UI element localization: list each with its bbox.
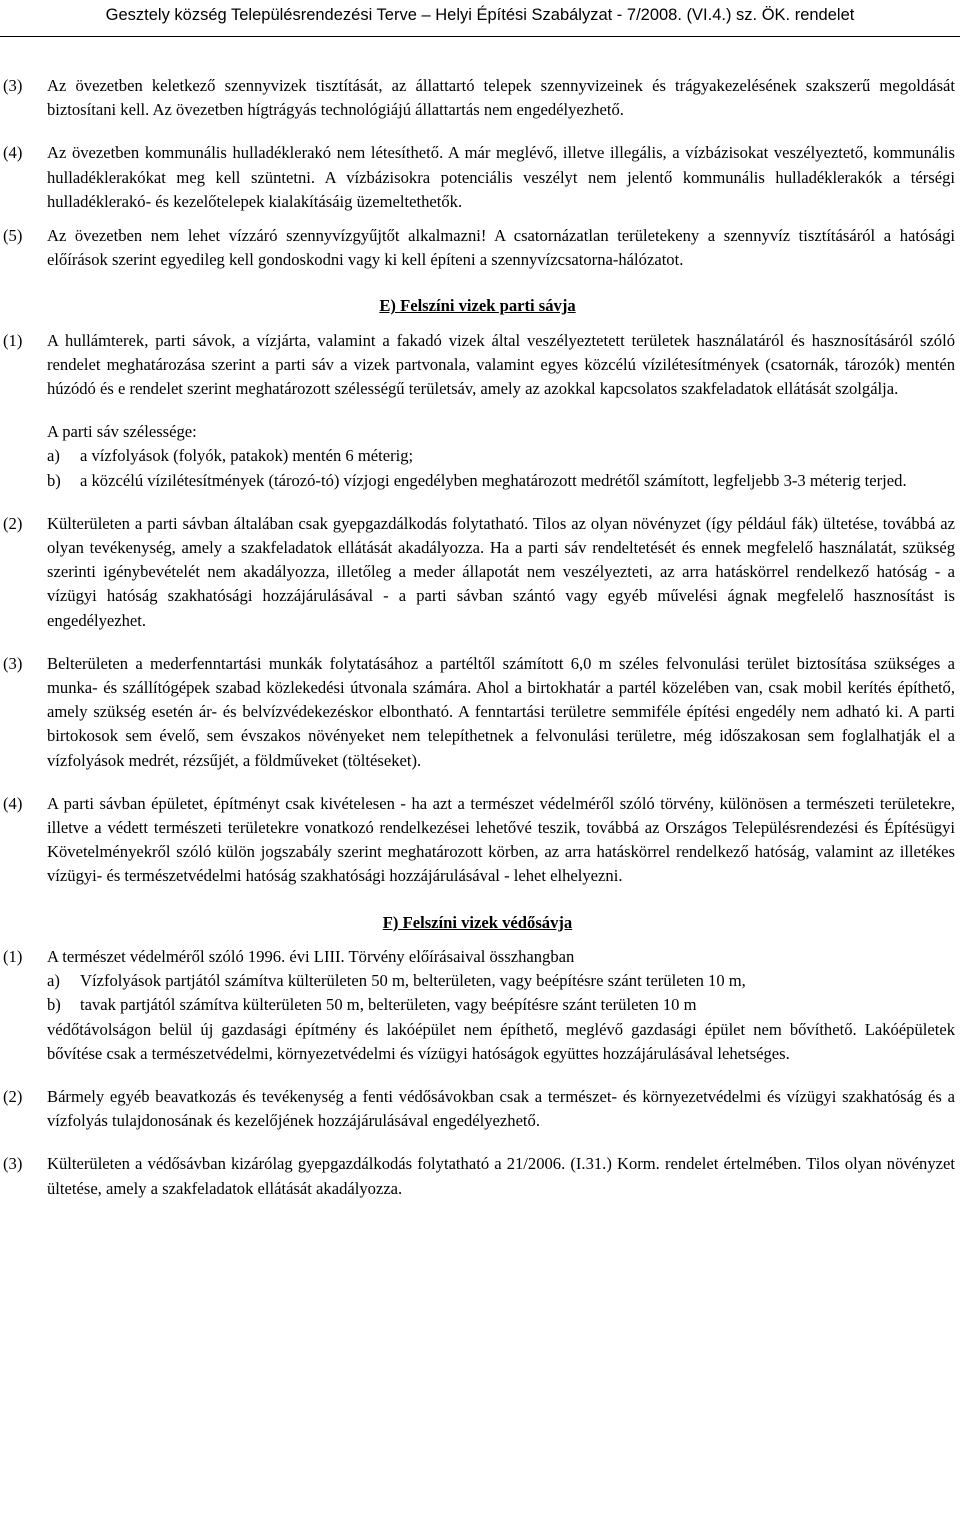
page-header: Gesztely község Településrendezési Terve – Helyi Építési Szabályzat - 7/2008. (VI.4.) sz. ÖK. rendelet <box>105 6 855 24</box>
paragraph-number: (5) <box>3 226 23 246</box>
list-label: b) <box>47 470 61 490</box>
paragraph-text: Az övezetben nem lehet vízzáró szennyvízgyűjtőt alkalmazni! A csatornázatlan területekeny a szennyvíz tisztításáról a hatósági előírások szerint egyedileg kell gondoskodni vagy ki kell építeni a szennyvízcsatorna-hálózatot. <box>47 226 955 270</box>
list-text: Vízfolyások partjától számítva külterületen 50 m, belterületen, vagy beépítésre szánt területen 10 m, <box>80 971 746 991</box>
paragraph-number: (2) <box>3 1086 23 1106</box>
list-item-b <box>47 469 955 493</box>
paragraph-text: Külterületen a védősávban kizárólag gyepgazdálkodás folytatható a 21/2006. (I.31.) Korm. rendelet értelmében. Tilos olyan növényzet ültetése, amely a szakfeladatok ellátását akadályozza. <box>47 1154 955 1198</box>
paragraph-f2 <box>0 1085 955 1133</box>
paragraph-text: Az övezetben keletkező szennyvizek tisztítását, az állattartó telepek szennyvizeinek és trágyakezelésének szakszerű megoldását biztosítani kell. Az övezetben hígtrágyás technológiájú állattartás nem engedélyezhető. <box>47 76 955 120</box>
list-text: a vízfolyások (folyók, patakok) mentén 6 méterig; <box>80 446 414 466</box>
paragraph-d3 <box>0 74 955 122</box>
paragraph-text: A természet védelméről szóló 1996. évi LIII. Törvény előírásaival összhangban <box>47 946 575 966</box>
list-item-b <box>47 993 955 1017</box>
list-text: tavak partjától számítva külterületen 50 m, belterületen, vagy beépítésre szánt területen 10 m <box>80 995 697 1015</box>
paragraph-tail: védőtávolságon belül új gazdasági építmény és lakóépület nem építhető, meglévő gazdasági épület nem bővíthető. Lakóépületek bővítése csak a természetvédelmi, környezetvédelmi és vízügyi hatóságok együttes hozzájárulásával lehetséges. <box>47 1019 955 1063</box>
paragraph-number: (1) <box>3 330 23 350</box>
width-intro: A parti sáv szélessége: <box>47 422 197 442</box>
paragraph-e3 <box>0 652 955 773</box>
list-item-a <box>47 444 955 468</box>
list-text: a közcélú vízilétesítmények (tározó-tó) vízjogi engedélyben meghatározott medrétől számított, legfeljebb 3-3 méterig terjed. <box>80 470 907 490</box>
paragraph-text: Bármely egyéb beavatkozás és tevékenység a fenti védősávokban csak a természet- és környezetvédelmi és vízügyi szakhatóság és a vízfolyás tulajdonosának és kezelőjének hozzájárulásával engedélyezhető. <box>47 1086 955 1131</box>
paragraph-text: Belterületen a mederfenntartási munkák folytatásához a partéltől számított 6,0 m széles felvonulási terület biztosítása szükséges a munka- és szállítógépek szabad közlekedési útvonala számára. Ahol a birtokhatár a partél közelében van, csak mobil kerítés építhető, amely szükség esetén ár- és belvízvédekezéskor elbontható. A fenntartási területre semmiféle építési engedély nem adható ki. A parti birtokosok sem évelő, sem évszakos növényeket nem telepíthetnek a felvonulási területre, még időszakosan sem foglalhatják el a vízfolyások medrét, rézsűjét, a földműveket (töltéseket). <box>47 653 955 770</box>
list-label: a) <box>47 446 60 466</box>
section-f-title: F) Felszíni vizek védősávja <box>382 912 573 932</box>
list-label: a) <box>47 971 60 991</box>
paragraph-number: (4) <box>3 143 23 163</box>
paragraph-e4 <box>0 792 955 889</box>
paragraph-number: (4) <box>3 793 23 813</box>
paragraph-number: (3) <box>3 653 23 673</box>
paragraph-text: A parti sávban épületet, építményt csak kivételesen - ha azt a természet védelméről szóló törvény, különösen a természeti területekre, illetve a védett természeti területekre vonatkozó rendelkezései lehetővé teszik, továbbá az Országos Településrendezési és Építésügyi Követelményekről szóló külön jogszabály szerint meghatározott körben, az arra hatáskörrel rendelkező hatóság, valamint az illetékes vízügyi- és természetvédelmi hatóság szakhatósági hozzájárulásával - lehet elhelyezni. <box>47 793 955 886</box>
document-body <box>0 74 955 1201</box>
section-e-title: E) Felszíni vizek parti sávja <box>379 296 576 316</box>
paragraph-number: (3) <box>3 1154 23 1174</box>
paragraph-d5 <box>0 224 955 272</box>
header-divider <box>0 36 960 37</box>
list-item-a <box>47 969 955 993</box>
paragraph-text: A hullámterek, parti sávok, a vízjárta, valamint a fakadó vizek által veszélyeztetett területek használatáról és hasznosításáról szóló rendelet meghatározása szerint a parti sáv a vizek partvonala, valamint egyes közcélú vízilétesítmények (csatornák, tározók) mentén húzódó és e rendelet szerint meghatározott szélességű területsáv, amely az azokkal kapcsolatos szakfeladatok ellátását szolgálja. <box>47 330 955 399</box>
paragraph-text: Külterületen a parti sávban általában csak gyepgazdálkodás folytatható. Tilos az olyan növényzet (így például fák) ültetése, továbbá az olyan tevékenység, amely a szakfeladatok ellátását akadályozza. Ha a parti sáv rendeltetését és ennek megfelelő használatát, szükség szerinti igénybevételét nem akadályozza, illetőleg a meder állapotát nem veszélyezteti, az arra hatáskörrel rendelkező hatóság - a vízügyi hatóság szakhatósági hozzájárulásával - a parti sávban szántó vagy egyéb művelési ágnak megfelelő hasznosítást is engedélyezhet. <box>47 513 955 630</box>
paragraph-f1 <box>0 945 955 1066</box>
paragraph-e1 <box>0 329 955 493</box>
paragraph-number: (1) <box>3 946 23 966</box>
list-label: b) <box>47 995 61 1015</box>
paragraph-number: (2) <box>3 513 23 533</box>
paragraph-e2 <box>0 512 955 633</box>
paragraph-number: (3) <box>3 76 23 95</box>
paragraph-text: Az övezetben kommunális hulladéklerakó nem létesíthető. A már meglévő, illetve illegális, a vízbázisokat veszélyeztető, kommunális hulladéklerakókat meg kell szüntetni. A vízbázisokra potenciális veszélyt nem jelentő kommunális hulladéklerakók a térségi hulladéklerakó- és kezelőtelepek kialakításáig üzemeltethetők. <box>47 143 955 211</box>
paragraph-d4 <box>0 141 955 214</box>
paragraph-f3 <box>0 1152 955 1200</box>
